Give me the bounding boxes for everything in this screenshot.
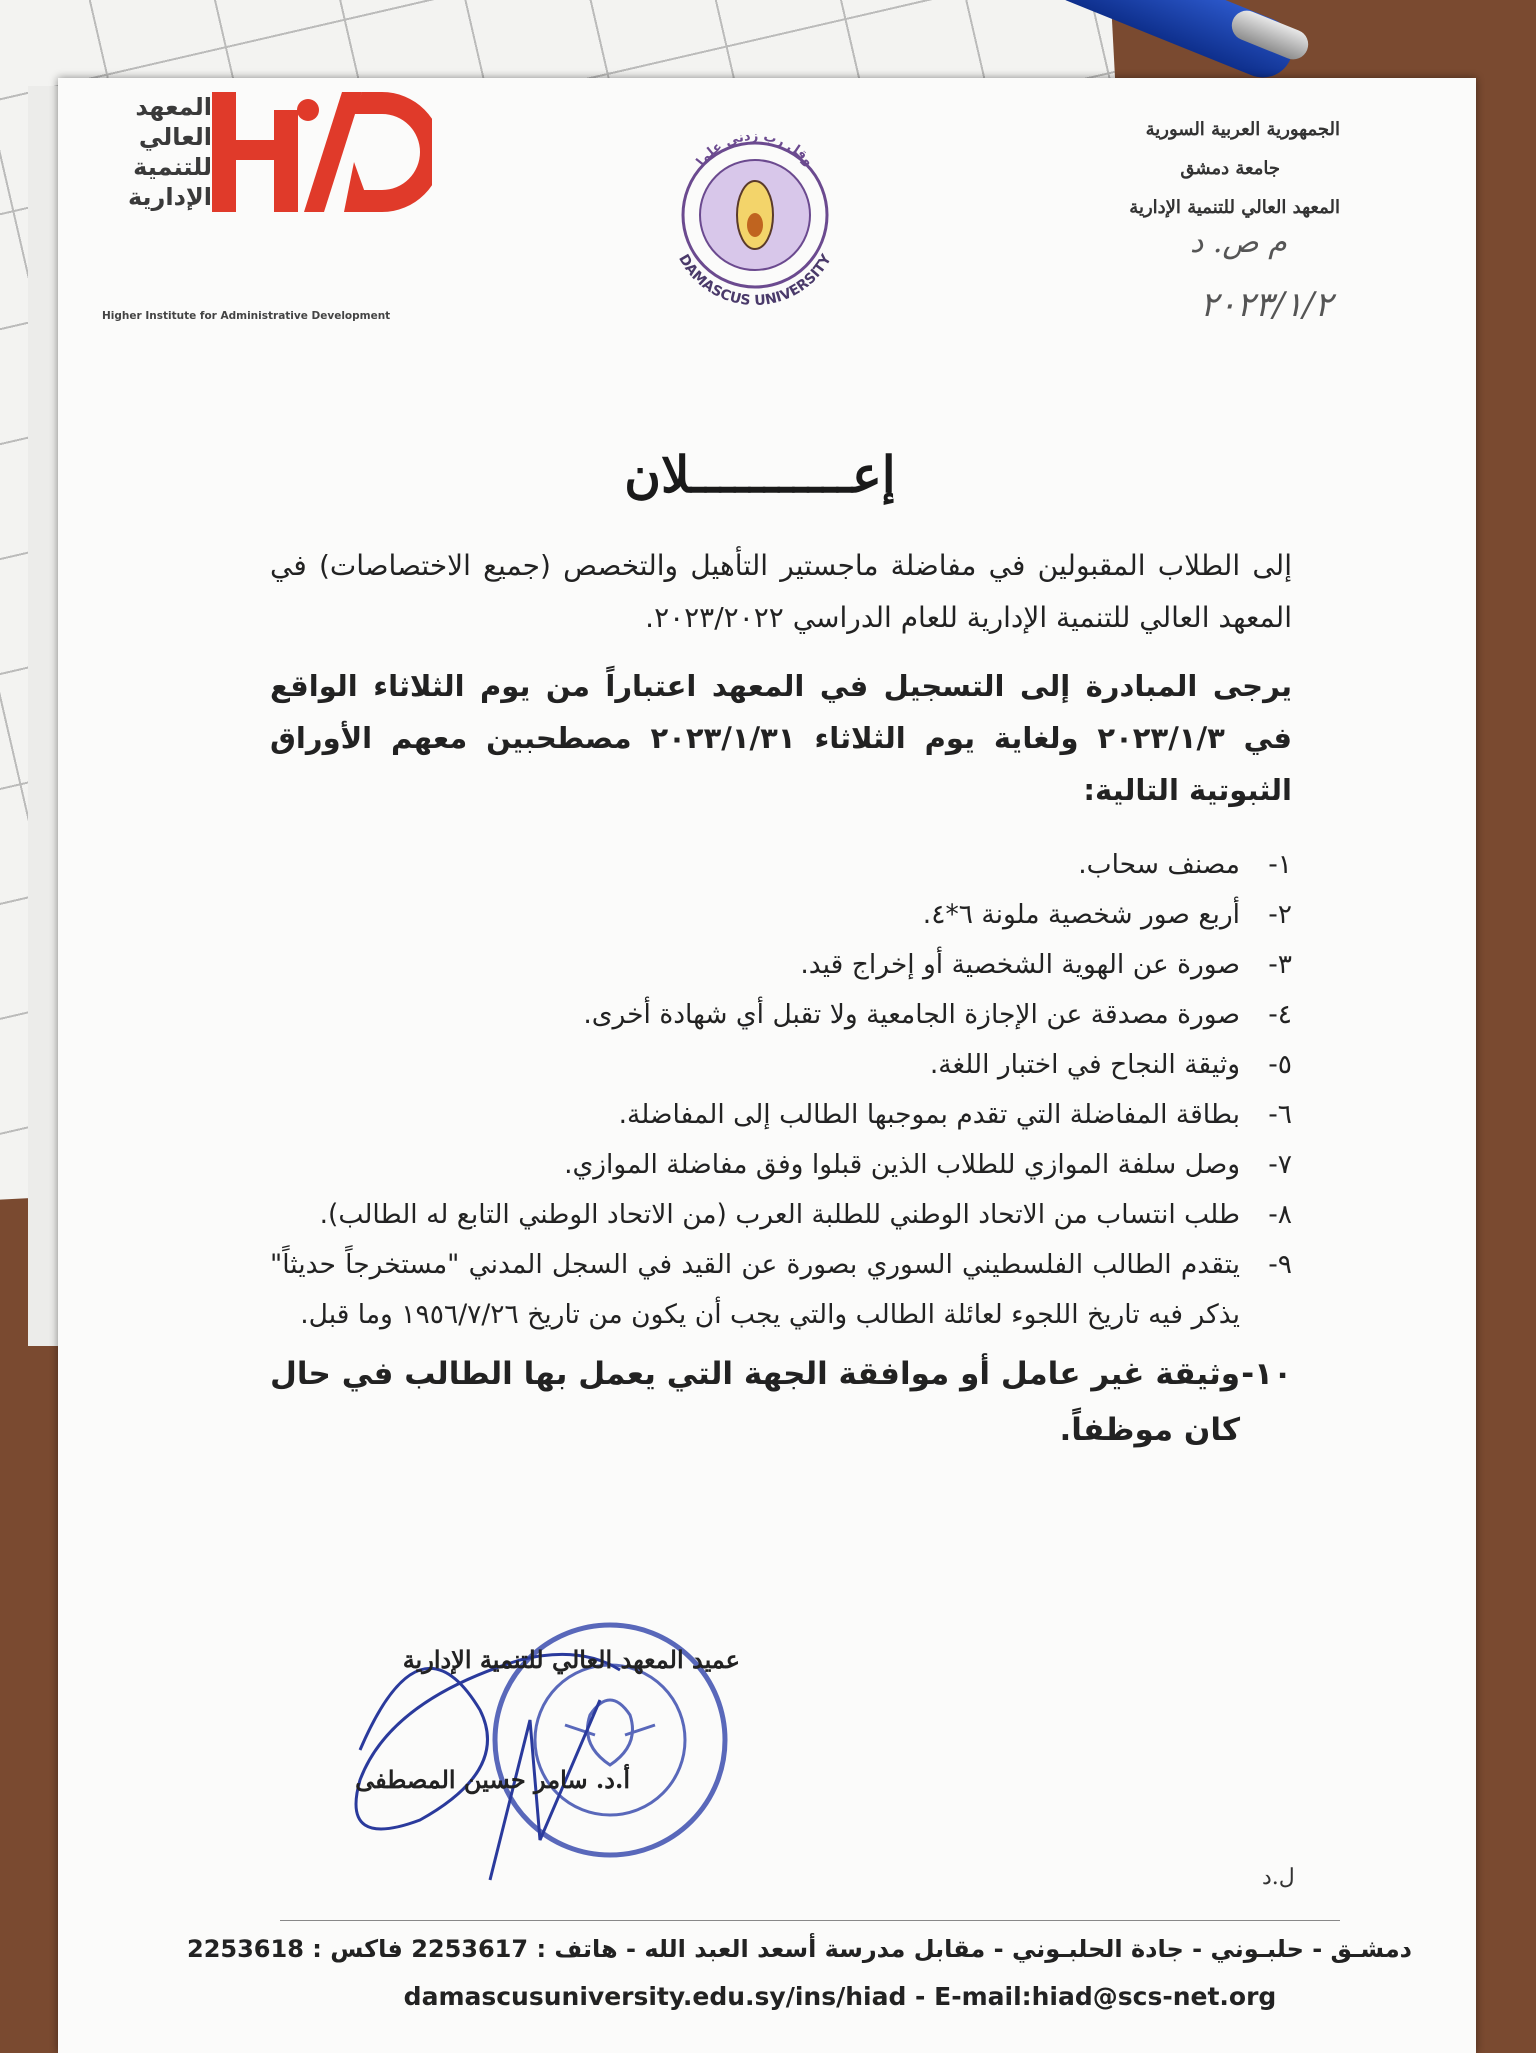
- list-item: ٧- وصل سلفة الموازي للطلاب الذين قبلوا وفق مفاضلة الموازي.: [564, 1149, 1292, 1180]
- handwritten-date: ٢٠٢٣/١/٢: [1200, 285, 1333, 325]
- institute-name: المعهد العالي للتنمية الإدارية: [1129, 197, 1340, 218]
- list-item: ٣- صورة عن الهوية الشخصية أو إخراج قيد.: [800, 949, 1292, 980]
- list-item: ١٠- وثيقة غير عامل أو موافقة الجهة التي يعمل بها الطالب في حال كان موظفاً.: [270, 1356, 1292, 1448]
- request-paragraph: يرجى المبادرة إلى التسجيل في المعهد اعتباراً من يوم الثلاثاء الواقع في ٢٠٢٣/١/٣ ولغاية يوم الثلاثاء ٢٠٢٣/١/٣١ مصطحبين معهم الأوراق الثبوتية التالية:: [270, 669, 1292, 807]
- header-right: [1000, 110, 1340, 227]
- seal-text: DAMASCUS UNIVERSITY: [675, 251, 835, 310]
- signature-block: [260, 1640, 740, 1800]
- footer-address: دمشـق - حلبـوني - جادة الحلبـوني - مقابل مدرسة أسعد العبد الله - هاتف : 2253617 فاكس : 2253618: [187, 1935, 1412, 1963]
- footer-divider: [280, 1920, 1340, 1921]
- sheet-edge: [28, 86, 59, 1346]
- hiad-logo: [102, 92, 432, 332]
- list-item: ٥- وثيقة النجاح في اختبار اللغة.: [929, 1049, 1292, 1080]
- university-name: جامعة دمشق: [1180, 158, 1280, 179]
- footer-web: damascusuniversity.edu.sy/ins/hiad - E-mail:hiad@scs-net.org: [403, 1982, 1277, 2011]
- list-item: ٦- بطاقة المفاضلة التي تقدم بموجبها الطالب إلى المفاضلة.: [618, 1099, 1292, 1130]
- hiad-logo-arabic: المعهد العالي للتنمية الإدارية: [127, 93, 212, 211]
- list-item: ١- مصنف سحاب.: [1078, 849, 1292, 880]
- hiad-mark-icon: [212, 92, 432, 237]
- handwritten-reference: م ص. د: [1190, 225, 1287, 260]
- announcement-title: إعـــــــــــلان: [624, 445, 896, 504]
- list-item: ٢- أربع صور شخصية ملونة ٦*٤.: [922, 899, 1292, 930]
- list-item: ٩- يتقدم الطالب الفلسطيني السوري بصورة عن القيد في السجل المدني "مستخرجاً حديثاً" يذكر فيه تاريخ اللجوء لعائلة الطالب والتي يجب أن يكون من تاريخ ١٩٥٦/٧/٢٦ وما قبل.: [270, 1249, 1292, 1330]
- requirements-list: [270, 840, 1292, 1458]
- damascus-university-seal: [640, 100, 870, 330]
- intro-paragraph: إلى الطلاب المقبولين في مفاضلة ماجستير التأهيل والتخصص (جميع الاختصاصات) في المعهد العالي للتنمية الإدارية للعام الدراسي ٢٠٢٣/٢٠٢٢.: [270, 549, 1292, 634]
- seal-motto: وقل رب زدني علما: [693, 128, 817, 170]
- list-item: ٨- طلب انتساب من الاتحاد الوطني للطلبة العرب (من الاتحاد الوطني التابع له الطالب).: [319, 1199, 1292, 1230]
- dean-title: عميد المعهد العالي للتنمية الإدارية: [402, 1645, 740, 1674]
- list-item: ٤- صورة مصدقة عن الإجازة الجامعية ولا تقبل أي شهادة أخرى.: [583, 999, 1292, 1030]
- typist-initials: ل.د: [1262, 1865, 1295, 1890]
- hiad-logo-english: Higher Institute for Administrative Development: [102, 310, 391, 322]
- dean-name: أ.د. سامر حسين المصطفى: [355, 1765, 630, 1794]
- country-name: الجمهورية العربية السورية: [1145, 119, 1340, 140]
